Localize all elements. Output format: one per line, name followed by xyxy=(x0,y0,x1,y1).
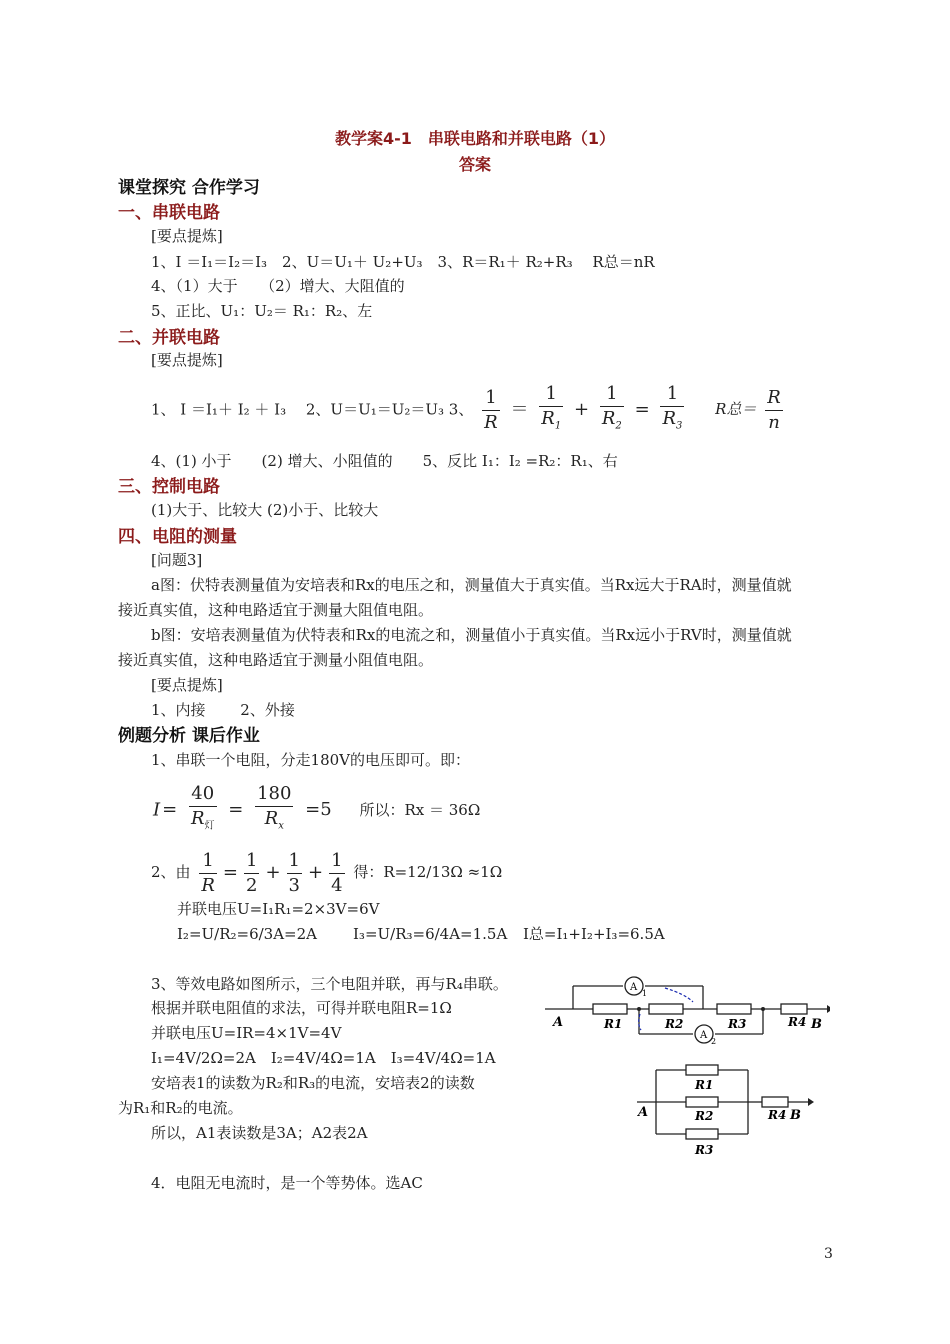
parallel-line-1-text: 1、 I ＝I₁＋ I₂ ＋ I₃ 2、U＝U₁＝U₂＝U₃ 3、 xyxy=(151,400,474,419)
ammeter-1-label: A xyxy=(630,982,638,993)
example-3-line-1: 3、等效电路如图所示，三个电阻并联，再与R₄串联。 xyxy=(151,975,508,993)
section-heading-control: 三、控制电路 xyxy=(118,477,220,497)
parallel-line-1: 1、 I ＝I₁＋ I₂ ＋ I₃ 2、U＝U₁＝U₂＝U₃ 3、 $\frac{1}{R}$ ＝ $\frac{1}{R_1}$ + $\frac{1}{R_2}$ = $\frac{1}{R_3}$ R总＝ $\frac{R}{n}$ xyxy=(151,382,787,439)
page-number: 3 xyxy=(824,1246,833,1262)
fraction-1-over-3: $\frac{1}{3}$ xyxy=(288,849,300,896)
fraction-1-over-2: $\frac{1}{2}$ xyxy=(245,849,258,896)
node-a-label: A xyxy=(553,1015,564,1030)
example-1-result: 所以：Rx ＝ 36Ω xyxy=(359,801,481,820)
arrow-icon xyxy=(827,1005,830,1013)
question-tag: [问题3] xyxy=(151,551,203,569)
key-points-tag: [要点提炼] xyxy=(151,351,223,369)
node-a-label: A xyxy=(638,1105,649,1120)
example-3-line-2: 根据并联电阻值的求法，可得并联电阻R=1Ω xyxy=(151,999,452,1017)
fraction-1-over-R: $\frac{1}{R}$ xyxy=(484,386,498,433)
fraction-1-over-R3: $\frac{1}{R_3}$ xyxy=(662,383,683,432)
part-heading-1: 课堂探究 合作学习 xyxy=(118,178,260,198)
example-4-text: 4．电阻无电流时，是一个等势体。选AC xyxy=(151,1174,423,1192)
ammeter-2-sub: 2 xyxy=(711,1037,717,1046)
parallel-line-2: 4、(1) 小于 (2) 增大、小阻值的 5、反比 I₁：I₂ =R₂：R₁、右 xyxy=(151,452,618,470)
r2-label: R2 xyxy=(665,1017,684,1031)
para-a-line-2: 接近真实值，这种电路适宜于测量大阻值电阻。 xyxy=(118,601,434,619)
r1-label: R1 xyxy=(695,1078,714,1092)
example-3-line-5: 安培表1的读数为R₂和R₃的电流，安培表2的读数 xyxy=(151,1074,475,1092)
section-heading-series: 一、串联电路 xyxy=(118,203,220,223)
example-2-itotal: I总=I₁+I₂+I₃=6.5A xyxy=(523,925,665,943)
parallel-total-label: R总＝ xyxy=(715,400,757,419)
section-heading-parallel: 二、并联电路 xyxy=(118,328,220,348)
series-line-2: 4、（1）大于 （2）增大、大阻值的 xyxy=(151,277,405,295)
r4-label: R4 xyxy=(768,1108,787,1122)
fraction-40-over-Rlamp: $\frac{40}{R_灯}$ xyxy=(190,783,215,832)
fraction-180-over-Rx: $\frac{180}{R_x}$ xyxy=(257,783,292,832)
series-line-3: 5、正比、U₁：U₂＝ R₁：R₂、左 xyxy=(151,302,373,320)
fraction-1-over-R: $\frac{1}{R}$ xyxy=(201,849,215,896)
example-2-i3: I₃=U/R₃=6/4A=1.5A xyxy=(353,925,508,943)
ammeter-2-label: A xyxy=(700,1030,708,1041)
example-2-equation: 2、由 $\frac{1}{R}$ = $\frac{1}{2}$ + $\frac{1}{3}$ + $\frac{1}{4}$ 得：R=12/13Ω ≈1Ω xyxy=(151,849,503,896)
example-3-line-7: 所以，A1表读数是3A；A2表2A xyxy=(151,1124,368,1142)
para-a-line-1: a图：伏特表测量值为安培表和Rx的电压之和，测量值大于真实值。当Rx远大于RA时，测量值就 xyxy=(151,576,792,594)
example-1-equation: I = $\frac{40}{R_灯}$ = $\frac{180}{R_x}$ =5 所以：Rx ＝ 36Ω xyxy=(153,782,480,839)
fraction-1-over-4: $\frac{1}{4}$ xyxy=(331,849,343,896)
r3-label: R3 xyxy=(695,1143,714,1157)
series-line-1: 1、I ＝I₁＝I₂＝I₃ 2、U＝U₁＋ U₂+U₃ 3、R＝R₁＋ R₂+R₃ R总＝nR xyxy=(151,253,655,271)
node-b-label: B xyxy=(790,1108,801,1123)
part-heading-2: 例题分析 课后作业 xyxy=(118,726,260,746)
node-b-label: B xyxy=(811,1017,822,1032)
example-2-voltage: 并联电压U=I₁R₁=2×3V=6V xyxy=(177,900,380,918)
section-heading-measure: 四、电阻的测量 xyxy=(118,527,237,547)
measure-line-3: 1、内接 2、外接 xyxy=(151,701,295,719)
r4-label: R4 xyxy=(788,1015,807,1029)
example-3-line-4: I₁=4V/2Ω=2A I₂=4V/4Ω=1A I₃=4V/4Ω=1A xyxy=(151,1049,496,1067)
example-2-prefix: 2、由 xyxy=(151,863,191,881)
r3-label: R3 xyxy=(728,1017,747,1031)
key-points-tag: [要点提炼] xyxy=(151,676,223,694)
page-title: 教学案4-1 串联电路和并联电路（1） xyxy=(334,129,616,148)
control-line-1: (1)大于、比较大 (2)小于、比较大 xyxy=(151,501,379,519)
ammeter-1-sub: 1 xyxy=(642,989,648,998)
fraction-1-over-R2: $\frac{1}{R_2}$ xyxy=(601,383,622,432)
example-2-i2: I₂=U/R₂=6/3A=2A xyxy=(177,925,317,943)
arrow-icon xyxy=(808,1098,814,1106)
circuit-diagram-equivalent xyxy=(632,1058,822,1160)
para-b-line-2: 接近真实值，这种电路适宜于测量小阻值电阻。 xyxy=(118,651,434,669)
page-subtitle: 答案 xyxy=(458,155,491,174)
r2-label: R2 xyxy=(695,1109,714,1123)
r1-label: R1 xyxy=(604,1017,623,1031)
key-points-tag: [要点提炼] xyxy=(151,227,223,245)
example-2-result: 得：R=12/13Ω ≈1Ω xyxy=(353,863,503,881)
example-1-text: 1、串联一个电阻，分走180V的电压即可。即： xyxy=(151,751,471,769)
fraction-1-over-R1: $\frac{1}{R_1}$ xyxy=(541,383,562,432)
example-3-line-3: 并联电压U=IR=4×1V=4V xyxy=(151,1024,342,1042)
fraction-R-over-n: $\frac{R}{n}$ xyxy=(767,386,781,433)
circuit-diagram-original xyxy=(545,972,830,1052)
para-b-line-1: b图：安培表测量值为伏特表和Rx的电流之和，测量值小于真实值。当Rx远小于RV时，测量值就 xyxy=(151,626,792,644)
example-3-line-6: 为R₁和R₂的电流。 xyxy=(118,1099,243,1117)
